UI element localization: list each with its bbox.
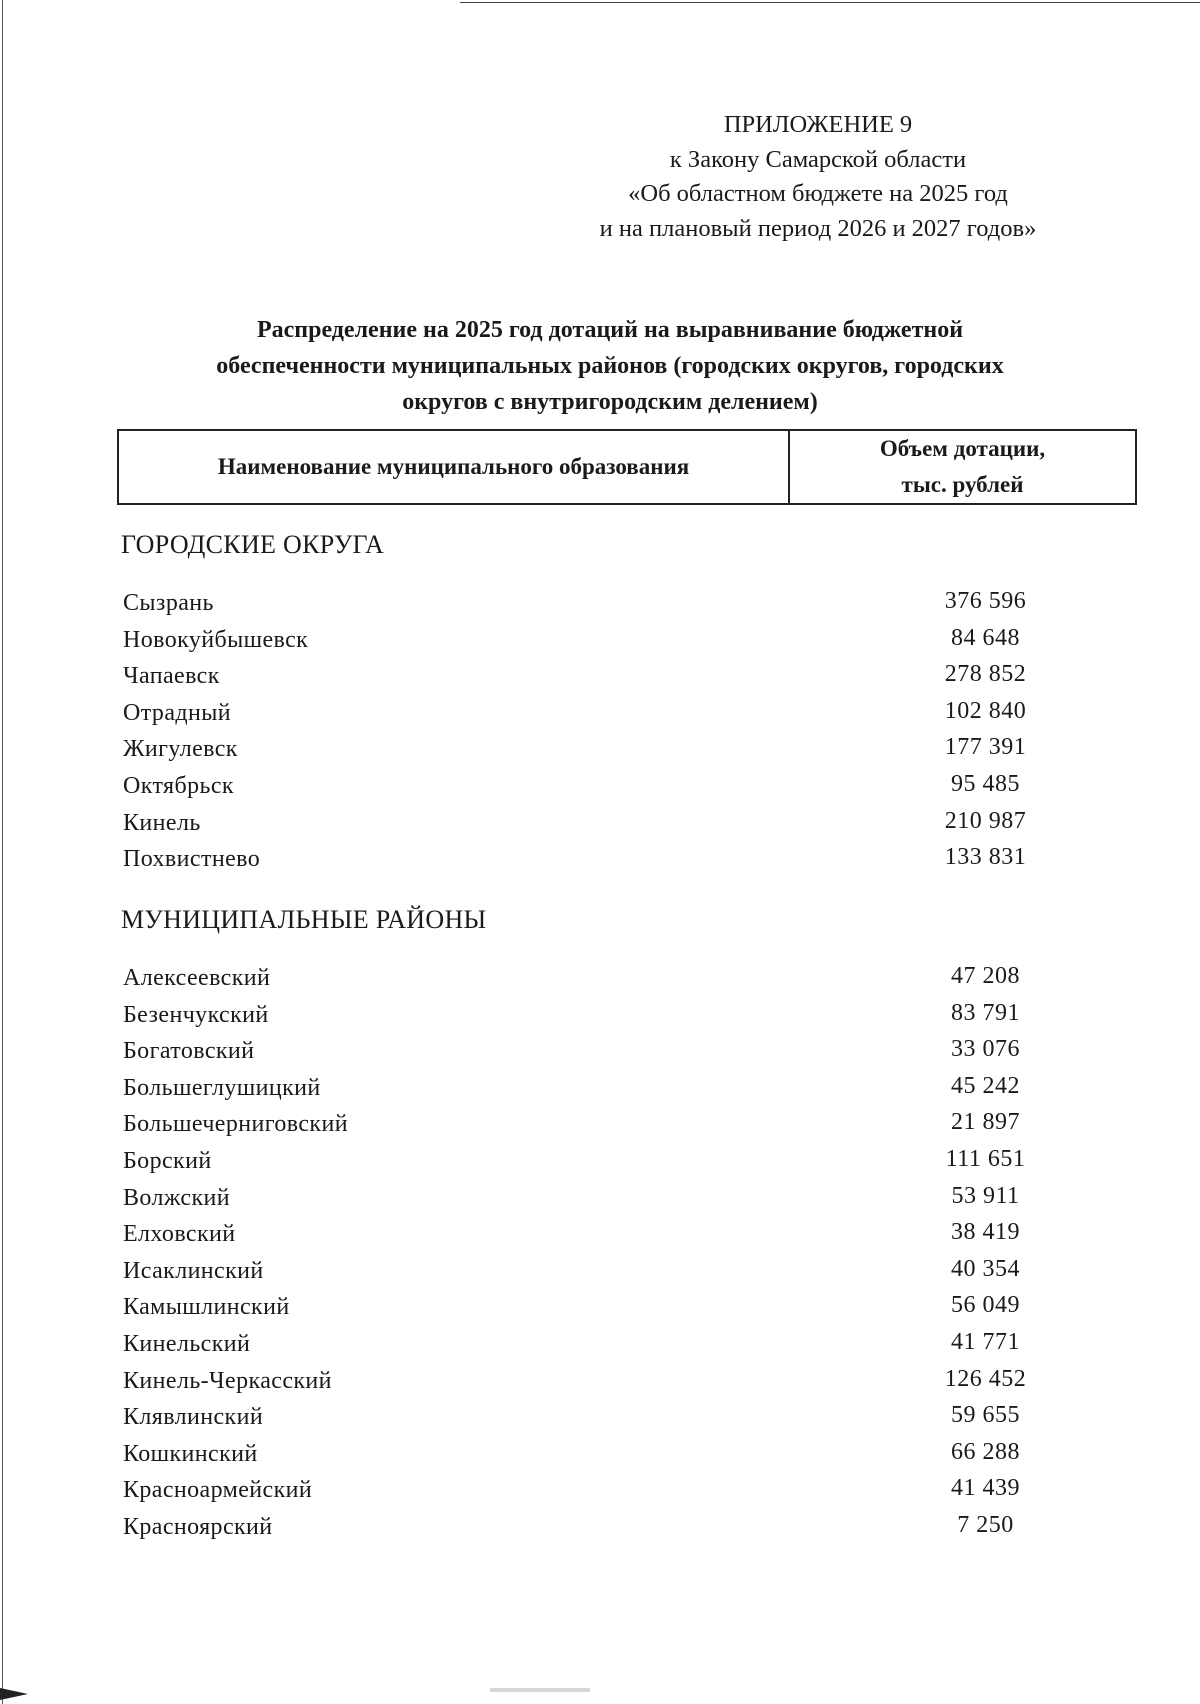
appendix-number: ПРИЛОЖЕНИЕ 9 [723, 111, 913, 138]
row-value: 38 419 [951, 1219, 1020, 1246]
scan-edge-top [460, 2, 1200, 3]
municipal-districts-list [123, 963, 1123, 1549]
row-value: 33 076 [951, 1036, 1020, 1063]
appendix-law-period: и на плановый период 2026 и 2027 годов» [599, 214, 1037, 242]
row-name: Елховский [123, 1221, 236, 1248]
row-name: Кинель-Черкасский [123, 1367, 332, 1394]
row-value: 83 791 [951, 999, 1020, 1026]
column-header-name: Наименование муниципального образования [119, 431, 790, 503]
row-name: Октябрьск [123, 772, 234, 799]
row-name: Похвистнево [123, 846, 261, 873]
row-name: Безенчукский [123, 1001, 269, 1028]
row-value: 210 987 [944, 807, 1027, 834]
section-heading-city-districts: ГОРОДСКИЕ ОКРУГА [121, 530, 385, 559]
row-name: Камышлинский [123, 1294, 290, 1321]
table-row [123, 808, 1123, 845]
section-heading-municipal-districts: МУНИЦИПАЛЬНЫЕ РАЙОНЫ [121, 905, 487, 934]
appendix-law-ref: к Закону Самарской области [669, 145, 967, 173]
table-row [123, 1292, 1123, 1329]
row-value: 56 049 [951, 1292, 1020, 1319]
table-row [123, 1366, 1123, 1403]
table-row [123, 588, 1123, 625]
row-value: 45 242 [951, 1072, 1020, 1099]
row-value: 66 288 [951, 1438, 1020, 1465]
scan-arrow-mark [0, 1688, 28, 1700]
table-row [123, 1109, 1123, 1146]
table-row [123, 1329, 1123, 1366]
row-value: 84 648 [951, 624, 1020, 651]
row-value: 53 911 [951, 1182, 1020, 1209]
table-row [123, 771, 1123, 808]
row-value: 95 485 [951, 770, 1020, 797]
title-line-2: обеспеченности муниципальных районов (городских округов, городских [216, 353, 1004, 379]
table-row [123, 1036, 1123, 1073]
row-name: Богатовский [123, 1038, 255, 1065]
row-value: 21 897 [951, 1109, 1020, 1136]
column-header-value-line1: Объем дотации, [879, 436, 1046, 461]
scan-smudge [490, 1688, 590, 1692]
row-name: Сызрань [123, 590, 214, 616]
row-value: 133 831 [944, 844, 1027, 871]
column-header-value [790, 431, 1135, 503]
appendix-block [558, 108, 1078, 246]
row-value: 41 439 [951, 1475, 1020, 1502]
column-header-value-line2: тыс. рублей [901, 472, 1024, 497]
row-name: Отрадный [123, 699, 231, 726]
row-value: 41 771 [951, 1328, 1020, 1355]
row-name: Кошкинский [123, 1440, 258, 1467]
title-line-1: Распределение на 2025 год дотаций на выравнивание бюджетной [256, 317, 964, 343]
title-line-3: округов с внутригородским делением) [402, 389, 818, 415]
table-row [123, 1512, 1123, 1549]
row-value: 47 208 [951, 963, 1020, 989]
table-row [123, 1256, 1123, 1293]
table-row [123, 1475, 1123, 1512]
table-row [123, 1402, 1123, 1439]
appendix-law-title: «Об областном бюджете на 2025 год [628, 180, 1008, 207]
document-title [130, 312, 1090, 420]
table-row [123, 1000, 1123, 1037]
row-value: 102 840 [944, 697, 1027, 724]
table-row [123, 1183, 1123, 1220]
row-name: Жигулевск [123, 736, 238, 763]
row-name: Большеглушицкий [123, 1074, 321, 1101]
row-name: Красноярский [123, 1513, 273, 1540]
row-value: 7 250 [957, 1511, 1014, 1538]
table-row [123, 1073, 1123, 1110]
row-name: Алексеевский [123, 965, 271, 991]
table-row [123, 734, 1123, 771]
row-name: Большечерниговский [123, 1111, 348, 1138]
row-name: Кинельский [123, 1330, 251, 1357]
table-header [117, 429, 1137, 505]
row-value: 376 596 [944, 588, 1027, 614]
row-value: 278 852 [944, 661, 1027, 688]
table-row [123, 625, 1123, 662]
table-row [123, 698, 1123, 735]
table-row [123, 661, 1123, 698]
scan-edge-left [2, 0, 3, 1704]
row-value: 111 651 [945, 1145, 1026, 1172]
table-row [123, 1439, 1123, 1476]
table-row [123, 1219, 1123, 1256]
row-name: Новокуйбышевск [123, 626, 309, 653]
row-value: 59 655 [951, 1402, 1020, 1429]
row-value: 126 452 [944, 1365, 1027, 1392]
table-row [123, 844, 1123, 881]
row-name: Волжский [123, 1184, 231, 1211]
row-name: Чапаевск [123, 663, 220, 690]
city-districts-list [123, 588, 1123, 881]
row-value: 177 391 [944, 734, 1027, 761]
row-name: Кинель [123, 809, 201, 836]
table-row [123, 1146, 1123, 1183]
row-name: Красноармейский [123, 1477, 313, 1504]
row-name: Исаклинский [123, 1257, 264, 1284]
row-name: Клявлинский [123, 1404, 264, 1431]
row-value: 40 354 [951, 1255, 1020, 1282]
table-row [123, 963, 1123, 1000]
row-name: Борский [123, 1147, 212, 1174]
